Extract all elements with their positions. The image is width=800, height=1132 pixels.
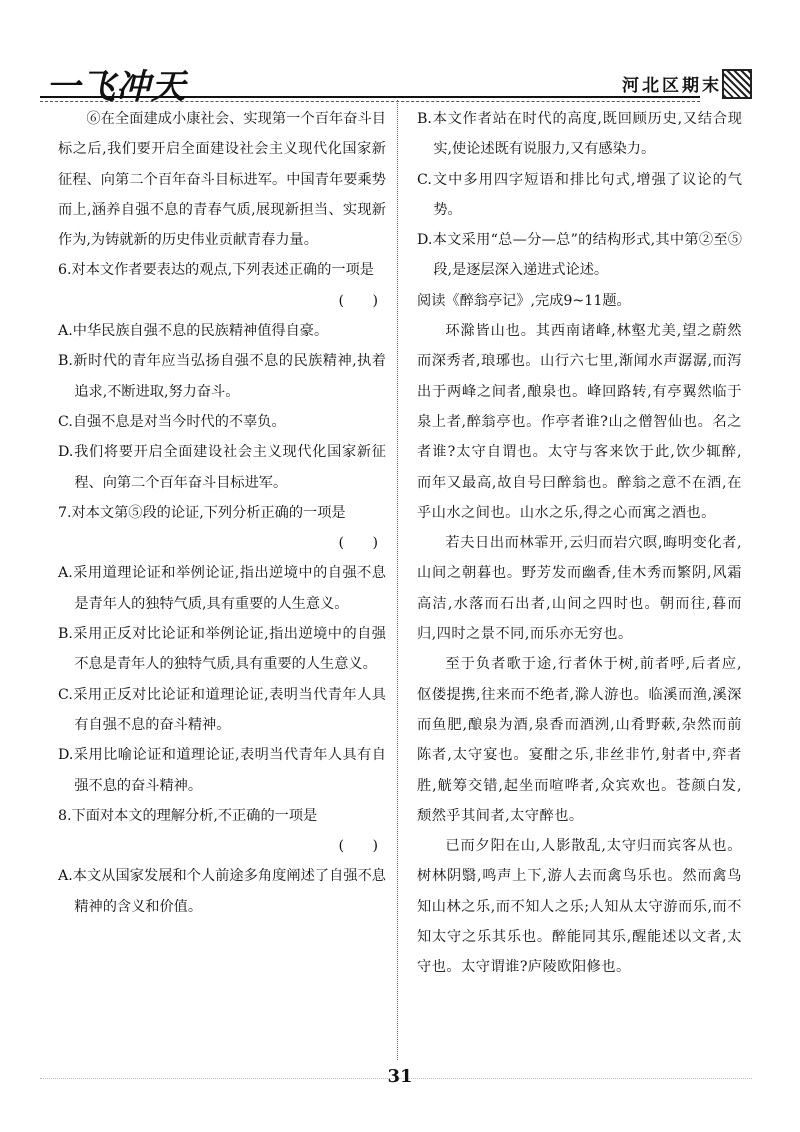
classical-passage-paragraph-2: 若夫日出而林霏开,云归而岩穴暝,晦明变化者,山间之朝暮也。野芳发而幽香,佳木秀而繁阴,风霜高洁,水落而石出者,山间之四时也。朝而往,暮而归,四时之景不同,而乐亦无穷也。 <box>417 535 742 643</box>
section-tag: 河北区期末 <box>622 76 722 96</box>
question-7-option-d: D.采用比喻论证和道理论证,表明当代青年人具有自强不息的奋斗精神。 <box>58 747 386 794</box>
question-8-option-c: C.文中多用四字短语和排比句式,增强了议论的气势。 <box>417 171 742 218</box>
question-7-option-b: B.采用正反对比论证和举例论证,指出逆境中的自强不息是青年人的独特气质,具有重要的人生意义。 <box>58 626 386 673</box>
question-7-option-a: A.采用道理论证和举例论证,指出逆境中的自强不息是青年人的独特气质,具有重要的人生意义。 <box>58 565 386 612</box>
classical-passage-paragraph-4: 已而夕阳在山,人影散乱,太守归而宾客从也。树林阴翳,鸣声上下,游人去而禽鸟乐也。然而禽鸟知山林之乐,而不知人之乐;人知从太守游而乐,而不知太守之乐其乐也。醉能同其乐,醒能述以文者,太守也。太守谓谁?庐陵欧阳修也。 <box>417 838 742 976</box>
question-7-stem: 7.对本文第⑤段的论证,下列分析正确的一项是 <box>58 504 346 521</box>
question-6-option-d: D.我们将要开启全面建设社会主义现代化国家新征程、向第二个百年奋斗目标进军。 <box>58 444 386 491</box>
question-7-option-c: C.采用正反对比论证和道理论证,表明当代青年人具有自强不息的奋斗精神。 <box>58 686 386 733</box>
question-8-option-a: A.本文从国家发展和个人前途多角度阐述了自强不息精神的含义和价值。 <box>58 868 386 915</box>
page-number: 31 <box>387 1066 413 1087</box>
brand-title: 一飞冲天 <box>46 67 186 107</box>
header-rule <box>40 96 700 98</box>
question-6-option-b: B.新时代的青年应当弘扬自强不息的民族精神,执着追求,不断进取,努力奋斗。 <box>58 353 386 400</box>
question-8-answer-bracket: ( ) <box>338 838 378 855</box>
reading-instruction: 阅读《醉翁亭记》,完成9~11题。 <box>417 292 631 309</box>
question-7-answer-bracket: ( ) <box>338 535 378 552</box>
right-column <box>417 104 742 983</box>
question-6-option-c: C.自强不息是对当今时代的不辜负。 <box>58 413 286 430</box>
classical-passage-paragraph-1: 环滁皆山也。其西南诸峰,林壑尤美,望之蔚然而深秀者,琅琊也。山行六七里,渐闻水声潺潺,而泻出于两峰之间者,酿泉也。峰回路转,有亭翼然临于泉上者,醉翁亭也。作亭者谁?山之僧智仙也。名之者谁?太守自谓也。太守与客来饮于此,饮少辄醉,而年又最高,故自号曰醉翁也。醉翁之意不在酒,在乎山水之间也。山水之乐,得之心而寓之酒也。 <box>417 323 742 521</box>
left-column <box>58 104 386 922</box>
question-6-answer-bracket: ( ) <box>338 292 378 309</box>
question-6-stem: 6.对本文作者要表达的观点,下列表述正确的一项是 <box>58 262 374 279</box>
question-8-option-b: B.本文作者站在时代的高度,既回顾历史,又结合现实,使论述既有说服力,又有感染力。 <box>417 111 742 158</box>
column-divider <box>397 100 398 1060</box>
header-rule-dashed <box>40 101 700 102</box>
passage-paragraph-6: ⑥在全面建成小康社会、实现第一个百年奋斗目标之后,我们要开启全面建设社会主义现代化国家新征程、向第二个百年奋斗目标进军。中国青年要乘势而上,涵养自强不息的青春气质,展现新担当、实现新作为,为铸就新的历史伟业贡献青春力量。 <box>58 111 386 249</box>
question-6-option-a: A.中华民族自强不息的民族精神值得自豪。 <box>58 323 329 340</box>
question-8-option-d: D.本文采用“总—分—总”的结构形式,其中第②至⑤段,是逐层深入递进式论述。 <box>417 232 742 279</box>
question-8-stem: 8.下面对本文的理解分析,不正确的一项是 <box>58 807 318 824</box>
classical-passage-paragraph-3: 至于负者歌于途,行者休于树,前者呼,后者应,伛偻提携,往来而不绝者,滁人游也。临溪而渔,溪深而鱼肥,酿泉为酒,泉香而酒洌,山肴野蔌,杂然而前陈者,太守宴也。宴酣之乐,非丝非竹,射者中,弈者胜,觥筹交错,起坐而喧哗者,众宾欢也。苍颜白发,颓然乎其间者,太守醉也。 <box>417 656 742 824</box>
corner-ornament-icon <box>722 69 752 99</box>
